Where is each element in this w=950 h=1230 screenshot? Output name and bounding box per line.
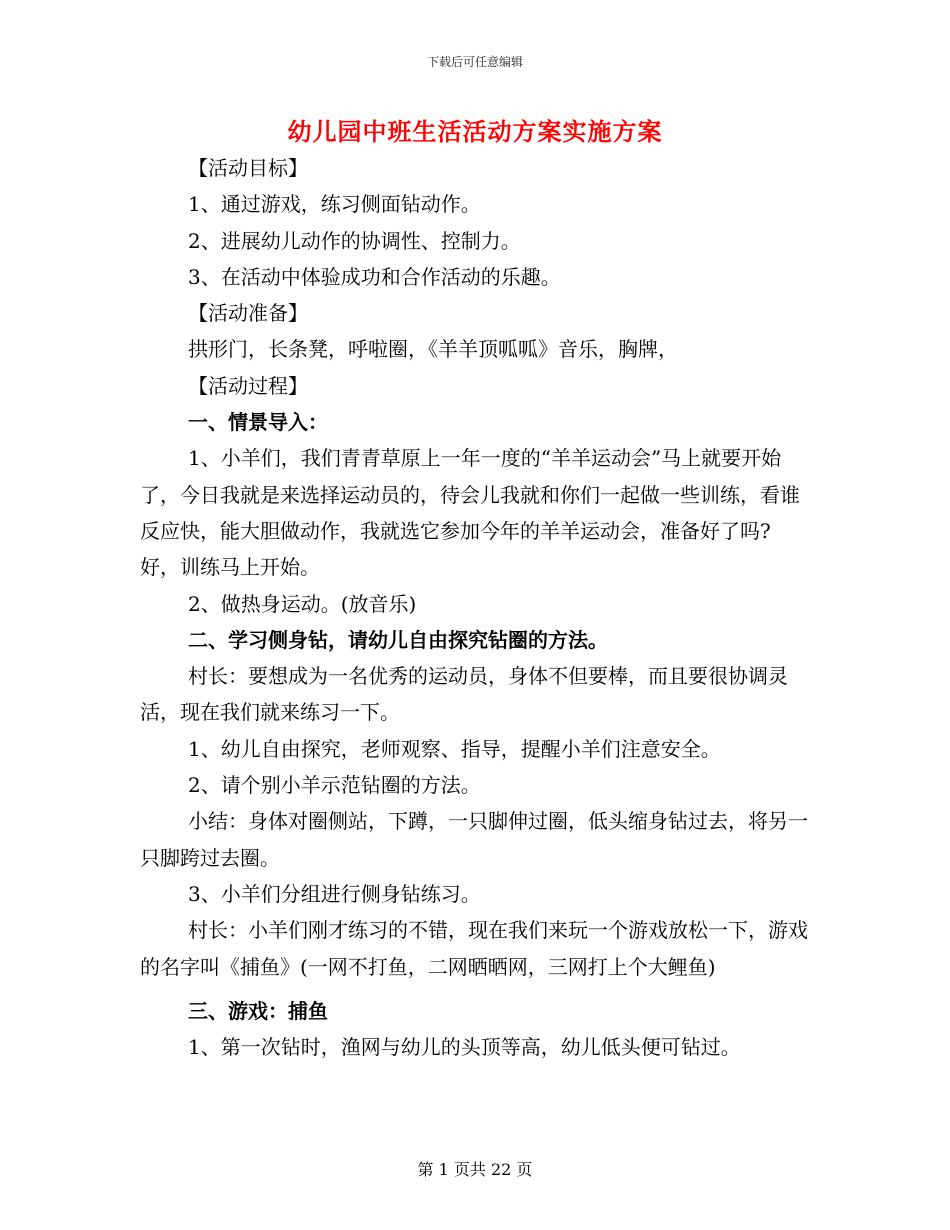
summary-paragraph: 小结：身体对圈侧站，下蹲，一只脚伸过圈，低头缩身钻过去，将另一只脚跨过去圈。 xyxy=(140,809,808,870)
page-footer: 第 1 页共 22 页 xyxy=(417,1160,533,1179)
game-paragraph-1: 1、第一次钻时，渔网与幼儿的头顶等高，幼儿低头便可钻过。 xyxy=(188,1035,741,1060)
subheading-learning: 二、学习侧身钻，请幼儿自由探究钻圈的方法。 xyxy=(188,627,608,652)
learning-paragraph-1: 村长：要想成为一名优秀的运动员，身体不但要棒，而且要很协调灵活，现在我们就来练习一下。 xyxy=(140,664,788,725)
page-title: 幼儿园中班生活活动方案实施方案 xyxy=(287,117,663,146)
goal-item-1: 1、通过游戏，练习侧面钻动作。 xyxy=(188,192,481,217)
learning-paragraph-3: 2、请个别小羊示范钻圈的方法。 xyxy=(188,773,481,798)
preparation-materials: 拱形门，长条凳，呼啦圈，《羊羊顶呱呱》音乐，胸牌， xyxy=(188,337,678,362)
goal-item-2: 2、进展幼儿动作的协调性、控制力。 xyxy=(188,228,521,253)
header-note: 下载后可任意编辑 xyxy=(426,55,523,69)
document-body xyxy=(140,150,810,1065)
subheading-intro: 一、情景导入： xyxy=(188,410,328,435)
learning-paragraph-2: 1、幼儿自由探究，老师观察、指导，提醒小羊们注意安全。 xyxy=(188,736,721,761)
game-intro-paragraph: 村长：小羊们刚才练习的不错，现在我们来玩一个游戏放松一下，游戏的名字叫《捕鱼》(一网不打鱼，二网晒晒网，三网打上个大鲤鱼) xyxy=(140,918,808,979)
goal-item-3: 3、在活动中体验成功和合作活动的乐趣。 xyxy=(188,264,561,289)
intro-paragraph-2: 2、做热身运动。(放音乐) xyxy=(188,591,417,616)
intro-paragraph-1: 1、小羊们，我们青青草原上一年一度的“羊羊运动会”马上就要开始了，今日我就是来选择运动员的，待会儿我就和你们一起做一些训练，看谁反应快，能大胆做动作，我就选它参加今年的羊羊运动会，准备好了吗?好，训练马上开始。 xyxy=(140,446,800,580)
learning-paragraph-4: 3、小羊们分组进行侧身钻练习。 xyxy=(188,881,481,906)
subheading-game: 三、游戏：捕鱼 xyxy=(188,998,328,1023)
section-heading-process: 【活动过程】 xyxy=(188,373,308,398)
section-heading-goals: 【活动目标】 xyxy=(188,156,308,180)
section-heading-preparation: 【活动准备】 xyxy=(188,301,308,326)
